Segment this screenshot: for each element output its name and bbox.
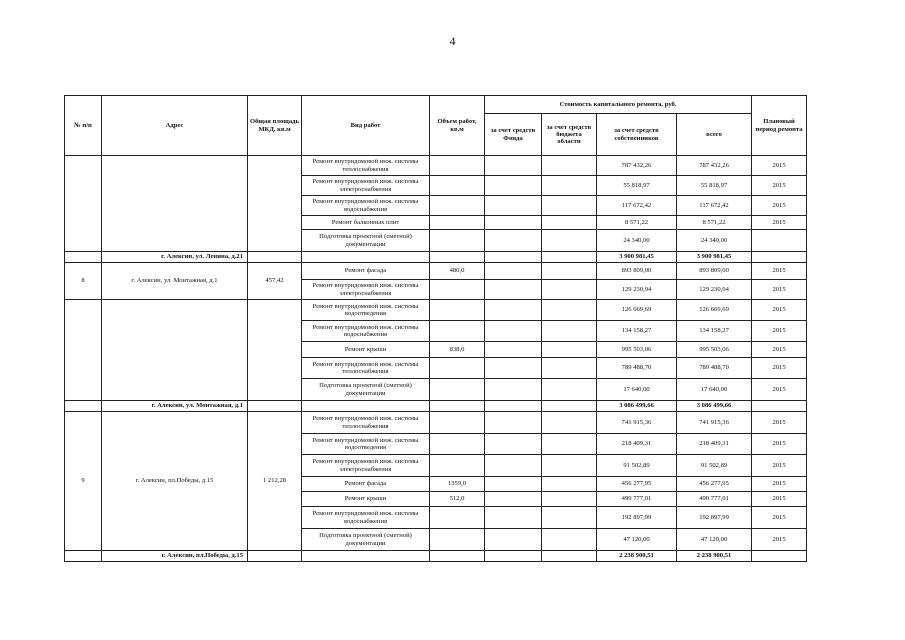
table-row: [65, 156, 807, 176]
total-cell: 787 432,26: [677, 156, 752, 176]
year-cell: 2015: [752, 455, 807, 477]
work-cell: Ремонт внутридомовой инж. системы теплоснабжения: [302, 358, 430, 379]
num-cell: 9: [65, 412, 102, 551]
header-volume: Объем работ, кв.м: [430, 96, 485, 156]
year-cell: 2015: [752, 507, 807, 529]
owners-cell: 787 432,26: [597, 156, 677, 176]
work-cell: Ремонт внутридомовой инж. системы водоотведения: [302, 434, 430, 455]
total-cell: 456 277,95: [677, 477, 752, 492]
work-cell: Ремонт балконных плит: [302, 216, 430, 230]
work-cell: Ремонт фасада: [302, 477, 430, 492]
work-cell: Подготовка проектной (сметной) документации: [302, 379, 430, 401]
year-cell: 2015: [752, 379, 807, 401]
table-row: [65, 300, 807, 321]
header-total: всего: [677, 114, 752, 156]
volume-cell: [430, 300, 485, 321]
year-cell: 2015: [752, 492, 807, 507]
volume-cell: [430, 507, 485, 529]
fund-cell: [485, 455, 542, 477]
total-cell: 995 503,06: [677, 342, 752, 358]
area-cell: 1 212,28: [248, 412, 302, 551]
fund-cell: [485, 507, 542, 529]
fund-cell: [485, 263, 542, 280]
fund-cell: [485, 300, 542, 321]
volume-cell: 838,0: [430, 342, 485, 358]
budget-cell: [542, 529, 597, 551]
fund-cell: [485, 434, 542, 455]
volume-cell: [430, 230, 485, 252]
summary-row: [65, 551, 807, 562]
volume-cell: [430, 434, 485, 455]
volume-cell: [430, 455, 485, 477]
budget-cell: [542, 230, 597, 252]
volume-cell: 512,0: [430, 492, 485, 507]
budget-cell: [542, 280, 597, 300]
total-cell: 47 120,00: [677, 529, 752, 551]
owners-cell: 17 640,00: [597, 379, 677, 401]
header-region-budget: за счет средств бюджета области: [542, 114, 597, 156]
summary-address: г. Алексин, пл.Победы, д.15: [102, 551, 248, 562]
header-area: Общая площадь МКД, кв.м: [248, 96, 302, 156]
summary-total: 3 086 499,66: [677, 401, 752, 412]
summary-owners: 3 900 981,45: [597, 252, 677, 263]
budget-cell: [542, 342, 597, 358]
fund-cell: [485, 379, 542, 401]
year-cell: 2015: [752, 263, 807, 280]
fund-cell: [485, 342, 542, 358]
total-cell: 893 809,00: [677, 263, 752, 280]
budget-cell: [542, 434, 597, 455]
year-cell: 2015: [752, 529, 807, 551]
summary-owners: 3 086 499,66: [597, 401, 677, 412]
work-cell: Подготовка проектной (сметной) документации: [302, 230, 430, 252]
total-cell: 134 158,27: [677, 321, 752, 342]
summary-row: [65, 252, 807, 263]
year-cell: 2015: [752, 156, 807, 176]
owners-cell: 55 818,97: [597, 176, 677, 196]
fund-cell: [485, 156, 542, 176]
year-cell: 2015: [752, 358, 807, 379]
total-cell: 17 640,00: [677, 379, 752, 401]
budget-cell: [542, 300, 597, 321]
work-cell: Ремонт крыши: [302, 492, 430, 507]
work-cell: Ремонт внутридомовой инж. системы электроснабжения: [302, 176, 430, 196]
header-planned-period: Плановый период ремонта: [752, 96, 807, 156]
owners-cell: 129 230,94: [597, 280, 677, 300]
summary-row: [65, 401, 807, 412]
work-cell: Ремонт внутридомовой инж. системы водоотведения: [302, 300, 430, 321]
total-cell: 129 230,94: [677, 280, 752, 300]
owners-cell: 91 502,89: [597, 455, 677, 477]
owners-cell: 134 158,27: [597, 321, 677, 342]
area-cell: 457,42: [248, 263, 302, 300]
address-cell: г. Алексин, ул. Монтажная, д.1: [102, 263, 248, 300]
table-row: [65, 263, 807, 280]
total-cell: 117 672,42: [677, 196, 752, 216]
fund-cell: [485, 477, 542, 492]
work-cell: Ремонт фасада: [302, 263, 430, 280]
summary-total: 3 900 981,45: [677, 252, 752, 263]
repair-table: [64, 95, 807, 562]
fund-cell: [485, 492, 542, 507]
owners-cell: 218 409,31: [597, 434, 677, 455]
total-cell: 192 897,99: [677, 507, 752, 529]
volume-cell: [430, 156, 485, 176]
year-cell: 2015: [752, 216, 807, 230]
volume-cell: [430, 176, 485, 196]
year-cell: 2015: [752, 412, 807, 434]
num-cell: [65, 300, 102, 401]
fund-cell: [485, 280, 542, 300]
budget-cell: [542, 196, 597, 216]
volume-cell: [430, 216, 485, 230]
header-num: № п/п: [65, 96, 102, 156]
owners-cell: 126 669,69: [597, 300, 677, 321]
work-cell: Ремонт внутридомовой инж. системы водоснабжения: [302, 507, 430, 529]
work-cell: Ремонт внутридомовой инж. системы электроснабжения: [302, 280, 430, 300]
header-cost-group: Стоимость капитального ремонта, руб.: [485, 96, 752, 114]
budget-cell: [542, 216, 597, 230]
volume-cell: [430, 321, 485, 342]
work-cell: Ремонт внутридомовой инж. системы теплоснабжения: [302, 412, 430, 434]
num-cell: 8: [65, 263, 102, 300]
budget-cell: [542, 358, 597, 379]
year-cell: 2015: [752, 434, 807, 455]
total-cell: 8 571,22: [677, 216, 752, 230]
summary-owners: 2 238 900,51: [597, 551, 677, 562]
table-row: [65, 412, 807, 434]
owners-cell: 47 120,00: [597, 529, 677, 551]
owners-cell: 490 777,01: [597, 492, 677, 507]
work-cell: Ремонт внутридомовой инж. системы электроснабжения: [302, 455, 430, 477]
volume-cell: [430, 529, 485, 551]
owners-cell: 192 897,99: [597, 507, 677, 529]
fund-cell: [485, 529, 542, 551]
budget-cell: [542, 492, 597, 507]
owners-cell: 789 488,70: [597, 358, 677, 379]
total-cell: 91 502,89: [677, 455, 752, 477]
owners-cell: 24 340,00: [597, 230, 677, 252]
budget-cell: [542, 477, 597, 492]
volume-cell: 480,0: [430, 263, 485, 280]
fund-cell: [485, 358, 542, 379]
budget-cell: [542, 156, 597, 176]
work-cell: Подготовка проектной (сметной) документации: [302, 529, 430, 551]
volume-cell: [430, 412, 485, 434]
num-cell: [65, 156, 102, 252]
work-cell: Ремонт крыши: [302, 342, 430, 358]
total-cell: 218 409,31: [677, 434, 752, 455]
address-cell: г. Алексин, пл.Победы, д.15: [102, 412, 248, 551]
fund-cell: [485, 412, 542, 434]
total-cell: 490 777,01: [677, 492, 752, 507]
area-cell: [248, 156, 302, 252]
year-cell: [752, 230, 807, 252]
work-cell: Ремонт внутридомовой инж. системы теплоснабжения: [302, 156, 430, 176]
budget-cell: [542, 263, 597, 280]
total-cell: 789 488,70: [677, 358, 752, 379]
budget-cell: [542, 321, 597, 342]
fund-cell: [485, 196, 542, 216]
owners-cell: 117 672,42: [597, 196, 677, 216]
owners-cell: 893 809,00: [597, 263, 677, 280]
year-cell: 2015: [752, 280, 807, 300]
address-cell: [102, 156, 248, 252]
volume-cell: 1359,0: [430, 477, 485, 492]
header-work-type: Вид работ: [302, 96, 430, 156]
header-owners: за счет средств собственников: [597, 114, 677, 156]
fund-cell: [485, 321, 542, 342]
total-cell: 55 818,97: [677, 176, 752, 196]
year-cell: 2015: [752, 300, 807, 321]
summary-total: 2 238 900,51: [677, 551, 752, 562]
total-cell: 24 340,00: [677, 230, 752, 252]
budget-cell: [542, 412, 597, 434]
work-cell: Ремонт внутридомовой инж. системы водоснабжения: [302, 196, 430, 216]
owners-cell: 8 571,22: [597, 216, 677, 230]
address-cell: [102, 300, 248, 401]
volume-cell: [430, 196, 485, 216]
budget-cell: [542, 507, 597, 529]
fund-cell: [485, 230, 542, 252]
year-cell: 2015: [752, 176, 807, 196]
volume-cell: [430, 379, 485, 401]
owners-cell: 456 277,95: [597, 477, 677, 492]
year-cell: 2015: [752, 321, 807, 342]
year-cell: 2015: [752, 196, 807, 216]
owners-cell: 741 915,36: [597, 412, 677, 434]
budget-cell: [542, 176, 597, 196]
header-fund: за счет средств Фонда: [485, 114, 542, 156]
owners-cell: 995 503,06: [597, 342, 677, 358]
year-cell: 2015: [752, 477, 807, 492]
work-cell: Ремонт внутридомовой инж. системы водоснабжения: [302, 321, 430, 342]
year-cell: 2015: [752, 342, 807, 358]
volume-cell: [430, 280, 485, 300]
area-cell: [248, 300, 302, 401]
summary-address: г. Алексин, ул. Монтажная, д.1: [102, 401, 248, 412]
total-cell: 741 915,36: [677, 412, 752, 434]
summary-address: г. Алексин, ул. Ленина, д.21: [102, 252, 248, 263]
page-number: 4: [449, 34, 456, 48]
volume-cell: [430, 358, 485, 379]
header-address: Адрес: [102, 96, 248, 156]
total-cell: 126 669,69: [677, 300, 752, 321]
fund-cell: [485, 216, 542, 230]
fund-cell: [485, 176, 542, 196]
budget-cell: [542, 379, 597, 401]
budget-cell: [542, 455, 597, 477]
